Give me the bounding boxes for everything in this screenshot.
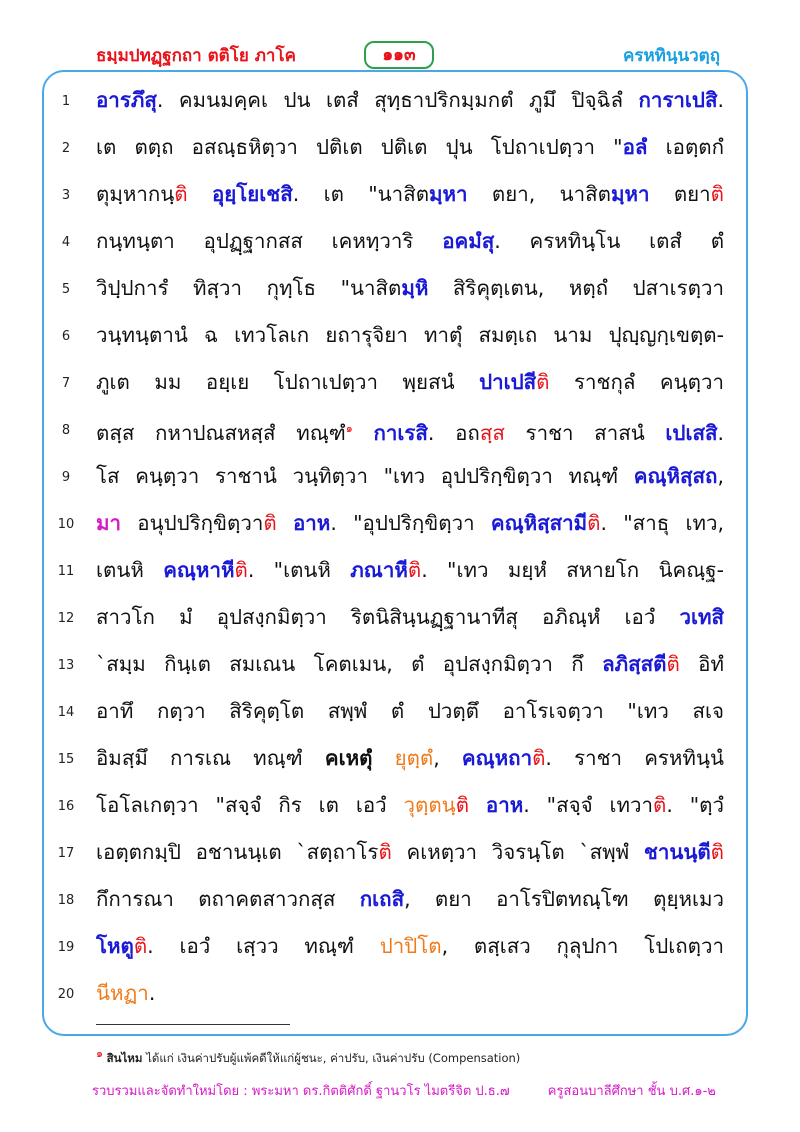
highlighted-word: ติ <box>653 793 667 817</box>
line-number: 3 <box>61 188 71 203</box>
line-text <box>96 601 724 633</box>
highlighted-word: ติ <box>536 370 550 394</box>
text-line <box>0 266 800 313</box>
text-segment: . "ตฺวํ <box>666 793 724 817</box>
highlighted-word: นีหฏา <box>96 981 149 1005</box>
line-text <box>96 178 724 210</box>
highlighted-word: ภณาหี <box>350 558 408 582</box>
line-number: 15 <box>57 752 75 767</box>
line-text <box>96 84 724 116</box>
line-text <box>96 507 724 539</box>
highlighted-word: อาห <box>485 793 524 817</box>
line-number: 16 <box>57 799 75 814</box>
footer-compiler: รวบรวมและจัดทำใหม่โดย : พระมหา ดร.กิตติศักดิ์ ฐานวโร ไมตรีจิต ป.ธ.๗ <box>92 1084 510 1099</box>
highlighted-word: ติ <box>532 746 546 770</box>
highlighted-word: อุยฺโยเชสิ <box>211 182 293 206</box>
text-line <box>0 642 800 689</box>
line-text <box>96 930 724 962</box>
highlighted-word: ยุตฺตํ <box>394 746 434 770</box>
highlighted-word: วุตฺตนฺ <box>403 793 456 817</box>
line-text <box>96 460 724 492</box>
text-segment: ราชา สาสนํ <box>504 420 666 445</box>
highlighted-word: อลํ <box>622 135 648 159</box>
highlighted-word: ลภิสฺสตี <box>602 652 667 676</box>
highlighted-word: ติ <box>710 840 724 864</box>
text-line <box>0 924 800 971</box>
line-number: 13 <box>57 658 75 673</box>
highlighted-word: คณฺหิสฺสามี <box>490 511 588 535</box>
line-number: 18 <box>57 893 75 908</box>
highlighted-word: อคมํสุ <box>442 229 495 253</box>
text-segment: วิปฺปการํ ทิสฺวา กุทฺโธ "นาสิต <box>96 276 402 300</box>
text-line <box>0 172 800 219</box>
line-text <box>96 977 724 1009</box>
text-segment: . "อุปปริกฺขิตฺวา <box>330 511 491 535</box>
highlighted-word: มฺหา <box>429 182 468 206</box>
text-segment: . "สจฺจํ เทวา <box>523 793 654 817</box>
text-segment: ตุมฺหากนฺ <box>96 182 175 206</box>
line-number: 7 <box>61 376 71 391</box>
line-number: 1 <box>61 94 71 109</box>
footnote-divider <box>96 1024 290 1025</box>
text-line <box>0 313 800 360</box>
text-segment: , ตสฺเสว กุลุปกา โปเถตฺวา <box>441 934 724 958</box>
line-number: 19 <box>57 940 75 955</box>
text-line <box>0 501 800 548</box>
highlighted-word: ติ <box>666 652 680 676</box>
text-segment: . เอวํ เสฺวว ทณฺฑํ <box>147 934 380 958</box>
highlighted-word: คเหตุํ <box>324 746 373 770</box>
highlighted-word: ปาปิโต <box>379 934 442 958</box>
text-line <box>0 877 800 924</box>
text-line <box>0 548 800 595</box>
line-text <box>96 883 724 915</box>
text-segment: `สมฺม กินฺเต สมเณน โคตเมน, ตํ อุปสงฺกมิตฺวา กึ <box>96 652 603 676</box>
text-segment: . เต "นาสิต <box>292 182 430 206</box>
text-segment: เอตฺตกํ <box>647 135 724 159</box>
text-segment: คเหตฺวา วิจรนฺโต `สพฺพํ <box>391 840 644 864</box>
line-text <box>96 742 724 774</box>
highlighted-word: ปาเปสี <box>479 370 537 394</box>
highlighted-word: อารภึสุ <box>96 88 157 112</box>
line-number: 8 <box>61 423 71 438</box>
page-footer <box>92 1080 750 1101</box>
highlighted-word: การาเปสิ <box>638 88 718 112</box>
text-line <box>0 689 800 736</box>
highlighted-word: มฺหิ <box>401 276 429 300</box>
highlighted-word: คณฺหาหี <box>163 558 235 582</box>
footnote-definition: ได้แก่ เงินค่าปรับผู้แพ้คดีให้แก่ผู้ชนะ, ค่าปรับ, เงินค่าปรับ (Compensation) <box>142 1050 521 1065</box>
text-line <box>0 78 800 125</box>
footnote-term: สินไหม <box>106 1050 143 1065</box>
highlighted-word: ติ <box>174 182 188 206</box>
text-segment: กึการณา ตถาคตสาวกสฺส <box>96 887 360 911</box>
text-segment: ราชกุลํ คนฺตฺวา <box>549 370 724 394</box>
text-segment: โอโลเกตฺวา "สจฺจํ กิร เต เอวํ <box>96 793 404 817</box>
line-number: 4 <box>61 235 71 250</box>
text-segment <box>277 511 293 535</box>
highlighted-word: ติ <box>263 511 277 535</box>
line-number: 14 <box>57 705 75 720</box>
text-segment: วนฺทนฺตานํ ฉ เทวโลเก ยถารุจิยา ทาตุํ สมตฺเถ นาม ปุญฺญกฺเขตฺต- <box>96 323 724 347</box>
page-number-badge: ๑๑๓ <box>364 41 434 69</box>
text-segment: . "เตนหิ <box>247 558 351 582</box>
text-segment: . <box>717 88 724 112</box>
text-segment: ตยา <box>649 182 711 206</box>
text-segment: โส คนฺตฺวา ราชานํ วนฺทิตฺวา "เทว อุปปริกฺขิตฺวา ทณฺฑํ <box>96 464 634 488</box>
line-number: 5 <box>61 282 71 297</box>
highlighted-word: ติ <box>455 793 470 817</box>
line-text <box>96 272 724 304</box>
text-segment: ตยา, นาสิต <box>467 182 611 206</box>
text-line <box>0 783 800 830</box>
text-segment: เต ตตฺถ อสณฺธหิตฺวา ปติเต ปติเต ปุน โปถาเปตฺวา " <box>96 135 623 159</box>
highlighted-word: ติ <box>234 558 248 582</box>
text-segment: อิทํ <box>679 652 724 676</box>
text-line <box>0 360 800 407</box>
header-story-title: ครหทินฺนวตฺถุ <box>622 46 720 66</box>
line-text <box>96 225 724 257</box>
highlighted-word: อาห <box>292 511 331 535</box>
highlighted-word: ติ <box>587 511 601 535</box>
highlighted-word: มา <box>96 511 122 535</box>
text-segment: สิริคุตฺเตน, หตฺถํ ปสาเรตฺวา <box>428 276 724 300</box>
text-segment: สาวโก มํ อุปสงฺกมิตฺวา ริตนิสินฺนฏฺฐานาทีสุ อภิณฺหํ เอวํ <box>96 605 680 629</box>
highlighted-word: ติ <box>710 182 724 206</box>
text-segment: . <box>717 420 724 445</box>
line-number: 12 <box>57 611 75 626</box>
highlighted-word: เปเสสิ <box>665 420 718 445</box>
footnote <box>96 1044 520 1068</box>
text-line <box>0 219 800 266</box>
text-line <box>0 125 800 172</box>
text-segment: ภูเต มม อยฺเย โปถาเปตฺวา พฺยสนํ <box>96 370 480 394</box>
highlighted-word: กเถสิ <box>359 887 405 911</box>
text-segment: . "เทว มยฺหํ สหายโก นิคณฺฐ- <box>421 558 724 582</box>
line-text <box>96 836 724 868</box>
line-number: 10 <box>57 517 75 532</box>
text-segment: ตสฺส กหาปณสหสฺสํ ทณฺฑํ <box>96 420 346 445</box>
highlighted-word: ติ <box>378 840 392 864</box>
line-text <box>96 319 724 351</box>
line-number: 9 <box>61 470 71 485</box>
line-text <box>96 366 724 398</box>
line-text <box>96 131 724 163</box>
text-segment: , ตยา อาโรปิตทณฺโฑ ตุยฺหเมว <box>404 887 724 911</box>
text-segment: อาทึ กตฺวา สิริคุตฺโต สพฺพํ ตํ ปวตฺตึ อาโรเจตฺวา "เทว สเจ <box>96 699 724 723</box>
highlighted-word: คณฺหิสฺสถ <box>633 464 718 488</box>
highlighted-word: โหตู <box>96 934 134 958</box>
text-segment: . <box>148 981 156 1005</box>
line-text <box>96 695 724 727</box>
highlighted-word: ติ <box>133 934 148 958</box>
text-segment <box>353 421 374 445</box>
text-line <box>0 407 800 454</box>
footnote-ref: ๑ <box>345 422 353 435</box>
text-segment <box>469 793 486 817</box>
line-text <box>96 554 724 586</box>
text-segment: เตนหิ <box>96 558 164 582</box>
line-text <box>96 789 724 821</box>
highlighted-word: คณฺหถา <box>461 746 533 770</box>
text-line <box>0 830 800 877</box>
footnote-marker: ๑ <box>96 1047 103 1060</box>
line-text <box>96 413 724 449</box>
text-segment: . ราชา ครหทินฺนํ <box>545 746 724 770</box>
text-segment: . ครหทินฺโน เตสํ ตํ <box>494 229 724 253</box>
text-line <box>0 736 800 783</box>
text-segment <box>372 746 394 770</box>
line-number: 11 <box>57 564 75 579</box>
text-line <box>0 595 800 642</box>
line-number: 17 <box>57 846 75 861</box>
header-book-title: ธมฺมปทฏฺฐกถา ตติโย ภาโค <box>96 46 296 66</box>
text-segment: , <box>433 746 462 770</box>
text-segment: อิมสฺมึ การเณ ทณฺฑํ <box>96 746 325 770</box>
text-segment: , <box>717 464 724 488</box>
highlighted-word: วเทสิ <box>679 605 724 629</box>
highlighted-word: กาเรสิ <box>373 420 428 445</box>
line-number: 20 <box>57 987 75 1002</box>
text-segment: . อถ <box>427 420 480 445</box>
line-number: 6 <box>61 329 71 344</box>
text-segment: . คมนมคฺคเ ปน เตสํ สุทฺธาปริกมฺมกตํ ภูมึ ปิจฺฉิลํ <box>156 88 639 112</box>
text-segment: เอตฺตกมฺปิ อชานนฺเต `สตฺถาโร <box>96 840 379 864</box>
text-segment <box>188 182 212 206</box>
highlighted-word: ติ <box>407 558 422 582</box>
text-segment: . "สาธุ เทว, <box>600 511 724 535</box>
text-segment: กนฺทนฺตา อุปฏฺฐากสส เคหทฺวาริ <box>96 229 443 253</box>
line-number: 2 <box>61 141 71 156</box>
footer-teacher: ครูสอนบาลีศึกษา ชั้น บ.ศ.๑-๒ <box>547 1084 716 1099</box>
highlighted-word: ชานนฺตี <box>643 840 711 864</box>
highlighted-word: สฺส <box>479 420 505 445</box>
text-segment: อนุปปริกฺขิตฺวา <box>121 511 264 535</box>
text-line <box>0 971 800 1018</box>
highlighted-word: มฺหา <box>610 182 650 206</box>
line-text <box>96 648 724 680</box>
text-line <box>0 454 800 501</box>
